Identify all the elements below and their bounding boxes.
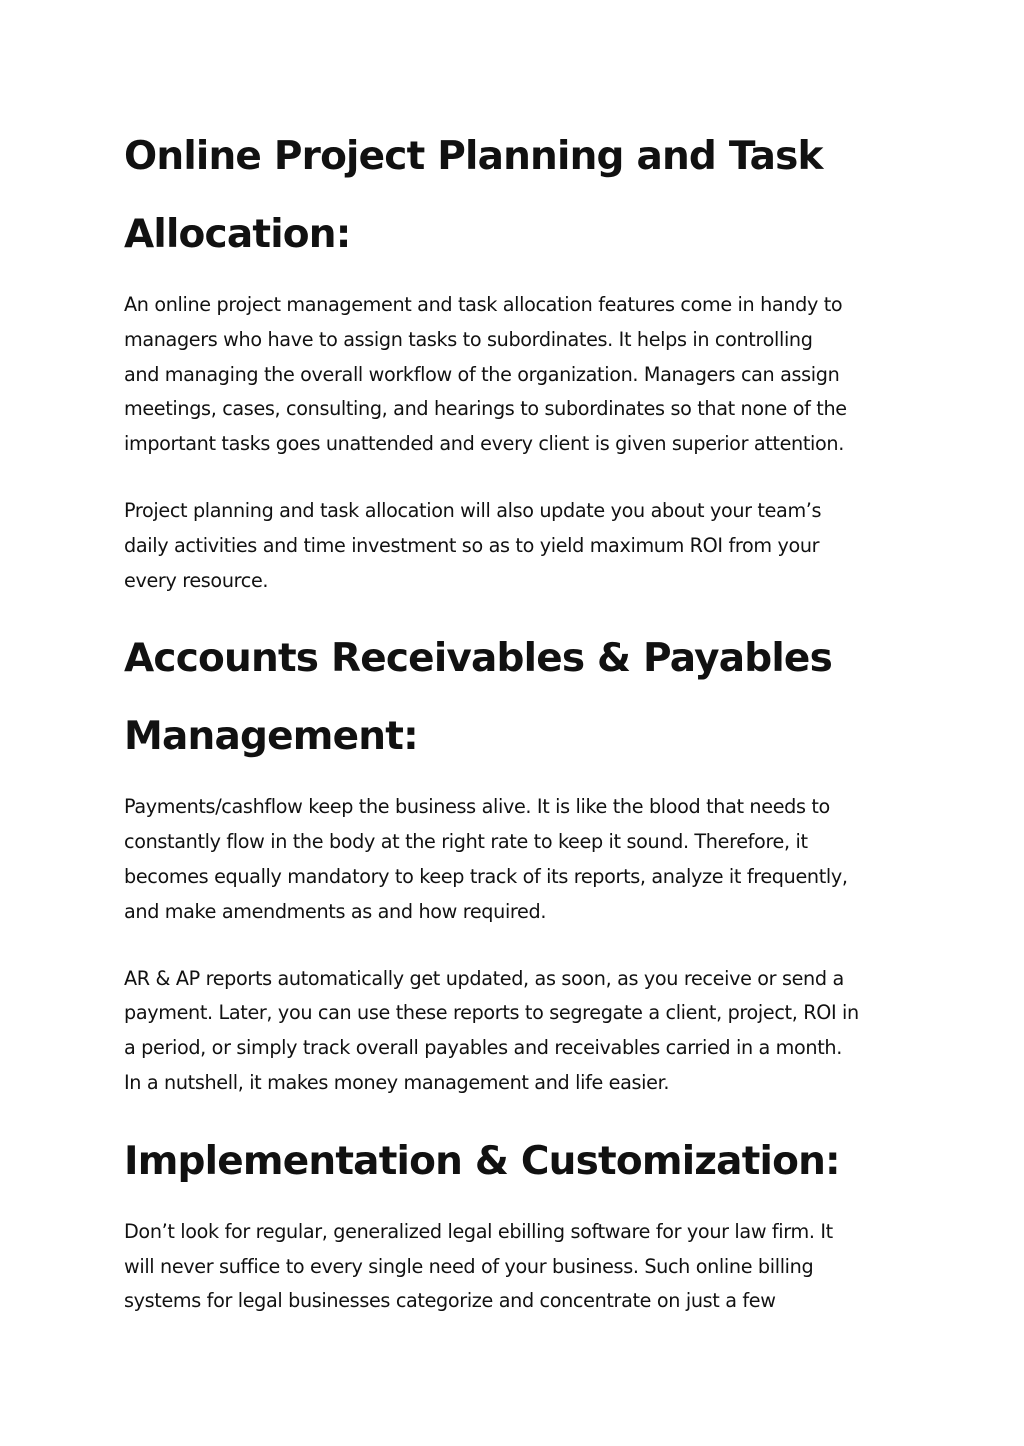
text-line: and make amendments as and how required. bbox=[124, 899, 547, 923]
text-line: payment. Later, you can use these reports to segregate a client, project, ROI in bbox=[124, 1001, 859, 1025]
text-line: every resource. bbox=[124, 568, 269, 592]
heading-line: Management: bbox=[124, 714, 418, 760]
heading-line: Allocation: bbox=[124, 212, 351, 257]
paragraph-cashflow bbox=[124, 790, 900, 929]
text-line: An online project management and task allocation features come in handy to bbox=[124, 293, 843, 316]
text-line: Don’t look for regular, generalized legal ebilling software for your law firm. It bbox=[124, 1219, 833, 1243]
section-heading-project-planning bbox=[124, 118, 900, 274]
text-line: meetings, cases, consulting, and hearings to subordinates so that none of the bbox=[124, 397, 847, 421]
text-line: managers who have to assign tasks to subordinates. It helps in controlling bbox=[124, 327, 813, 351]
section-heading-implementation bbox=[124, 1123, 900, 1201]
paragraph-ar-ap-reports bbox=[124, 962, 900, 1101]
heading-line: Accounts Receivables & Payables bbox=[124, 636, 832, 682]
section-heading-accounts-management bbox=[124, 620, 900, 776]
text-line: systems for legal businesses categorize and concentrate on just a few bbox=[124, 1289, 776, 1313]
text-line: will never suffice to every single need of your business. Such online billing bbox=[124, 1254, 814, 1278]
text-line: and managing the overall workflow of the organization. Managers can assign bbox=[124, 362, 840, 386]
text-line: daily activities and time investment so as to yield maximum ROI from your bbox=[124, 533, 820, 557]
heading-line: Implementation & Customization: bbox=[124, 1138, 840, 1184]
paragraph-legal-ebilling bbox=[124, 1215, 900, 1319]
text-line: Project planning and task allocation will also update you about your team’s bbox=[124, 498, 822, 522]
document-page bbox=[124, 118, 900, 1319]
text-line: important tasks goes unattended and every client is given superior attention. bbox=[124, 432, 844, 456]
text-line: becomes equally mandatory to keep track of its reports, analyze it frequently, bbox=[124, 864, 848, 888]
text-line: constantly flow in the body at the right rate to keep it sound. Therefore, it bbox=[124, 830, 808, 854]
text-line: Payments/cashflow keep the business alive. It is like the blood that needs to bbox=[124, 795, 830, 819]
heading-line: Online Project Planning and Task bbox=[124, 134, 823, 179]
paragraph-task-allocation-intro bbox=[124, 288, 900, 462]
paragraph-team-activities bbox=[124, 494, 900, 598]
text-line: In a nutshell, it makes money management and life easier. bbox=[124, 1070, 670, 1094]
text-line: AR & AP reports automatically get updated, as soon, as you receive or send a bbox=[124, 966, 844, 990]
text-line: a period, or simply track overall payables and receivables carried in a month. bbox=[124, 1036, 842, 1060]
